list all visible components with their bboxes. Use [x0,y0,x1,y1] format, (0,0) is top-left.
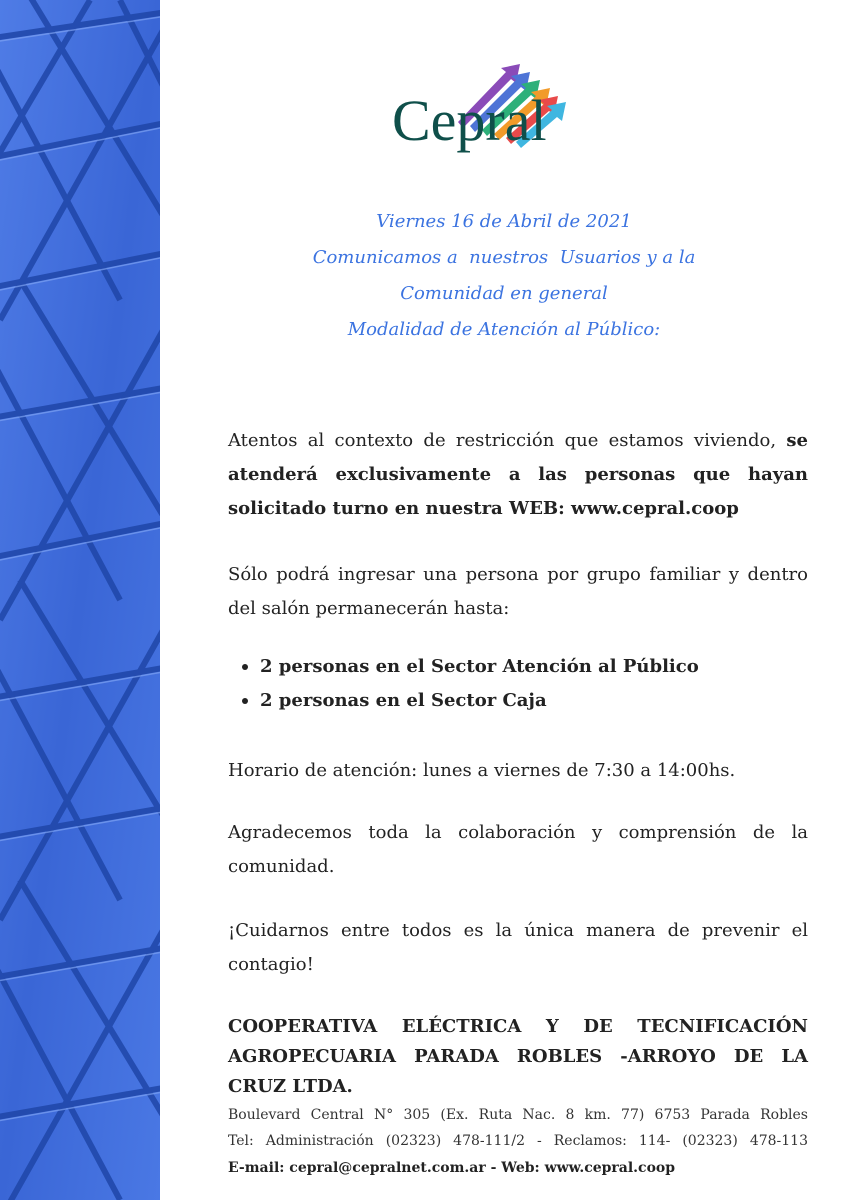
opening-hours: Horario de atención: lunes a viernes de 7:30 a 14:00hs. [228,760,736,781]
header-date: Viernes 16 de Abril de 2021 [376,211,632,232]
paragraph-thanks: Agradecemos toda la colaboración y comprensión de la comunidad. [228,822,808,877]
header-line-3: Comunidad en general [400,283,608,304]
paragraph-closing: ¡Cuidarnos entre todos es la única manera de prevenir el contagio! [228,920,808,975]
paragraph-capacity: Sólo podrá ingresar una persona por grupo familiar y dentro del salón permanecerán hasta: [228,564,808,619]
header-line-4: Modalidad de Atención al Público: [347,319,661,340]
cooperative-name: COOPERATIVA ELÉCTRICA Y DE TECNIFICACIÓN AGROPECUARIA PARADA ROBLES -ARROYO DE LA CRUZ LTDA. [228,1016,808,1097]
footer [228,1012,808,1182]
list-item: 2 personas en el Sector Atención al Público [228,650,808,684]
geometric-lattice-image [0,0,160,1200]
contact-info: E-mail: cepral@cepralnet.com.ar - Web: www.cepral.coop [228,1160,676,1176]
announcement-header [160,204,848,348]
decorative-side-panel [0,0,160,1200]
header-line-2: Comunicamos a nuestros Usuarios y a la [312,247,696,268]
list-item: 2 personas en el Sector Caja [228,684,808,718]
appointment-notice: se atenderá exclusivamente a las personas que hayan solicitado turno en nuestra WEB: www.cepral.coop [228,430,808,519]
paragraph-restriction [228,424,808,526]
address: Boulevard Central N° 305 (Ex. Ruta Nac. 8 km. 77) 6753 Parada Robles [228,1107,808,1123]
phone-numbers: Tel: Administración (02323) 478-111/2 - Reclamos: 114- (02323) 478-113 [228,1133,808,1149]
restriction-text: Atentos al contexto de restricción que estamos viviendo, [228,430,777,451]
cepral-logo [388,60,598,180]
logo-wordmark: Cepral [392,88,547,153]
capacity-list [228,650,808,718]
